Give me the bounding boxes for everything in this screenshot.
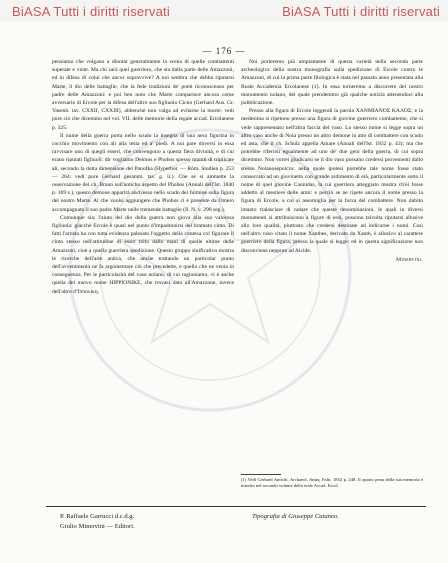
right-column <box>241 58 423 264</box>
page-number: — 176 — <box>202 46 246 56</box>
footnote-divider <box>241 474 281 475</box>
editor-line-2: Giulio Minervini — Editori. <box>60 523 135 530</box>
paragraph: Comunque sia; l'aiuto del dio della guerra non giova alla sua valorosa figliuola: giacchè Ercole è quasi nel punto d'impadronirsi del bramato cinto. Di fatti l'artista ha con tutta evidenza palesato l'oggetto della contesa col figurare il cinto stesso nell'attitudine di esser tolto dallo mani di quelle ultime delle Amazzoni, cioè a quella guerriera spedizione. Questo gruppo sinificativo mostra le ricerche dell'arte antica, che anche trattando un particolar punto dell'avvenimento ne fa argomentare ciò che precedette, e quello che ne venia in conseguenza. Per le particolarità del vaso nolano, di cui ragioniamo, vi è anche quella del nuovo nome HIPPIONIKE, che trovasi dato all'Amazzone, invece dell'altro d'Ἱππονίκη. <box>52 214 234 295</box>
paragraph: Il nume della guerra porta nello scudo la insegna di una nera figurina in cocchio movimento con ali alla testa ed a' piedi. A noi pare doversi in essa ravvisare uno di quegli esseri, che convengono a questa fiera divinità, e di cui erano riputati figliuoli: dir vogliamo Deimos e Phobos spesso muniti di triplicate ali, secondo la dotta dimensione del Panofka (Hyperbor. — Röm. Studien p. 253 — 264: vedi pure Gerhard gesamm. tav. g. ii.). Che se si ammette la osservazione del ch. Braun sull'anticho aspetto del Phobos (Annali dell'Ist. 1840 p. 169 s.), questo demone apparirà anch'esso nello scudo del fulmine sulla figura del nostro Marte. Al che vuolsi aggiungere che Phobos ci è presente da Omero accompagnato il suo padre Marte nelle tremende battaglie (Il. N. v. 298 seg.). <box>52 132 234 213</box>
paragraph: pensiamo che volgano a dinotar generalmente la scena di quelle combattenti superate e vinte. Ma chi sarà quel guerriero, che sta dalla parte delle Amazzoni, ed in difesa di colui che ancor sopravvive? A noi sembra che debba riputarsi Marte, il dio delle battaglie, che la fede tradizioni de' poeti riconosceano per padre delle Amazzoni: e poi ben noto che Marte comparisce ancora come avversario di Ercole per la difesa dell'altro suo figliuolo Cicno (Gerhard Aus. Gr. Vasenb. tav. CXXII, CXXIII), abbenchè non valga ad evitarne la morte: vedi pure ciò che dicemmo nel vol. VII. delle memorie della regale accad. Ercolanese p. 325. <box>52 59 234 131</box>
left-column <box>52 58 234 296</box>
author-signature: Minervini. <box>396 256 423 263</box>
imprint-divider <box>46 506 426 507</box>
printer-imprint: Tipografia di Giuseppe Cataneo. <box>252 513 339 520</box>
editors-imprint <box>60 512 230 532</box>
editor-line-1: P. Raffaele Garrucci d.c.d.g. <box>60 513 135 520</box>
watermark-right-text: BiASA Tutti i diritti riservati <box>282 3 440 19</box>
watermark-left-text: BiASA Tutti i diritti riservati <box>12 3 170 19</box>
paragraph: Presso alla figura di Ercole leggendi la parola XANMIANOΣ KAΛOΣ; e la medesima si ripetono presso una figura di giovine guerriero combattente, che si vede rappresentato nell'altra faccia del vaso. Lo stesso nome si legge sopra un altro vaso anche di Nola presso un altro demone in atto di combattere con scudo ed asta, che il ch. Schulz appella Amare (Annali dell'Ist. 1832 p. 43); ma che potrebbe riferirsi egualmente ad uno de' due geni della guerra, di cui sopra dicemmo. Non vorrei giudicarsi se il dio vaso possano credersi provenienti dallo stesso Nolanosepolcro: nella quale ipotesi potrebbe tale nome fosse stato consecrato ad un giovinetto con grande ardimento di età, particolarmente sotto il nome di quel giovine Caunidas, la cui guerriero atteggiato mostra ch'ei fosse addetto al mestiere delle armi: e perciò se ne ripete ancora il nome presso la figura di Ercole, a cui si assomiglia per la forza del combattere. Non dubito intanto tralasciare di notare che queste denominazioni, le quali in diversi monumenti si attribuiscono a figure di eroi, possono talvolta riputarsi allusive allo loro qualità, piuttosto che credersi destinate ad indicarne i nomi. Così nell'altro vaso citato il nome Xanthes, derivato da Xanth, è allusivo al carattere guerriero della figura, presso la quale si legge: ed in questa significazione non disconviene neppure ad Alcide. <box>241 108 423 254</box>
watermark-banner <box>0 0 448 22</box>
footnote: (1) Vedi Gerhard Antichi. Archaeol. Antiq. Faltr. 1852 p. 248. Il quarto pena della sua memoria è inserito nel secondo volume della reale Accad. Ercol. <box>241 477 423 488</box>
paragraph: Noi porteremo più ampiamente di questa varietà nella seconda parte archeologica della nostra monografia sulla spedizione di Ercole contro le Amazzoni, di cui la prima parte filologica è stata nel passato anno presentata alla Reale Accademia Ercolanese (1). In essa torneremo a discorrere del nostro monumento nolano, del quale prendemmo già qualche notizia attenendoci alla pubblicazione. <box>241 59 423 107</box>
